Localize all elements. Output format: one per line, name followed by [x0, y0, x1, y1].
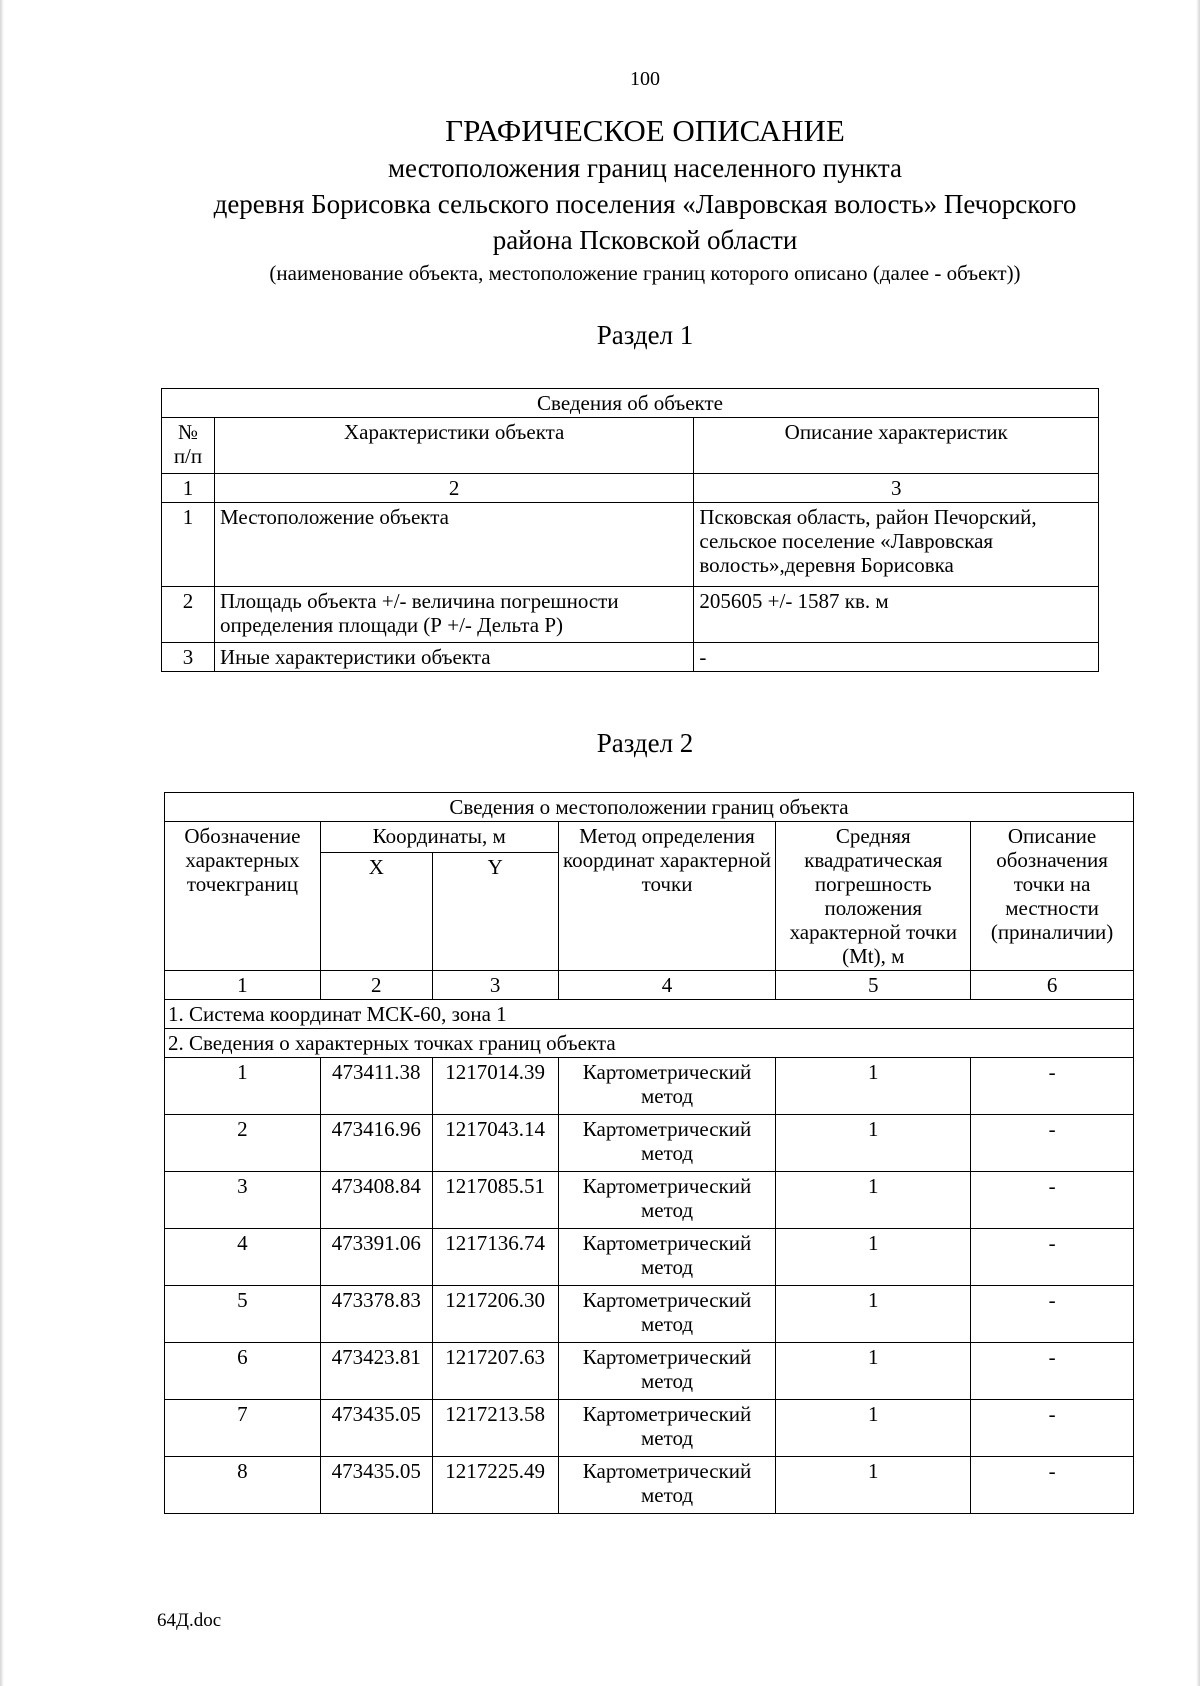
- header-method: Метод определения координат характерной точки: [558, 822, 776, 971]
- point-number: 8: [165, 1457, 321, 1514]
- row-description: Псковская область, район Печорский, сельское поселение «Лавровская волость»,деревня Борисовка: [694, 503, 1099, 587]
- object-info-table-title: Сведения об объекте: [162, 389, 1099, 418]
- point-error: 1: [776, 1172, 971, 1229]
- row-number: 1: [162, 503, 215, 587]
- point-number: 3: [165, 1172, 321, 1229]
- point-x: 473435.05: [320, 1400, 432, 1457]
- header-x: X: [320, 853, 432, 971]
- col-number: 3: [432, 971, 558, 1000]
- point-y: 1217014.39: [432, 1058, 558, 1115]
- table-row: [162, 643, 1099, 672]
- section-1-title: Раздел 1: [596, 320, 694, 350]
- table-row: [165, 1115, 1134, 1172]
- header-description: Описание характеристик: [694, 418, 1099, 474]
- point-description: -: [971, 1172, 1134, 1229]
- point-method: Картометрический метод: [558, 1172, 776, 1229]
- point-number: 2: [165, 1115, 321, 1172]
- page-number: 100: [630, 68, 660, 90]
- coordinate-system-row: 1. Система координат МСК-60, зона 1: [165, 1000, 1134, 1029]
- document-header: [160, 112, 1130, 288]
- point-x: 473408.84: [320, 1172, 432, 1229]
- col-number: 5: [776, 971, 971, 1000]
- point-x: 473411.38: [320, 1058, 432, 1115]
- point-method: Картометрический метод: [558, 1058, 776, 1115]
- header-line-3: района Псковской области: [492, 225, 798, 255]
- row-description: -: [694, 643, 1099, 672]
- table-row: [165, 1286, 1134, 1343]
- point-description: -: [971, 1115, 1134, 1172]
- points-info-row: 2. Сведения о характерных точках границ объекта: [165, 1029, 1134, 1058]
- point-method: Картометрический метод: [558, 1286, 776, 1343]
- table-row: [162, 503, 1099, 587]
- row-number: 2: [162, 587, 215, 643]
- table-row: [165, 1058, 1134, 1115]
- point-x: 473391.06: [320, 1229, 432, 1286]
- point-method: Картометрический метод: [558, 1115, 776, 1172]
- point-description: -: [971, 1229, 1134, 1286]
- col-number: 6: [971, 971, 1134, 1000]
- point-x: 473416.96: [320, 1115, 432, 1172]
- col-number: 1: [165, 971, 321, 1000]
- point-error: 1: [776, 1343, 971, 1400]
- point-method: Картометрический метод: [558, 1343, 776, 1400]
- table-row: [165, 1400, 1134, 1457]
- document-title: ГРАФИЧЕСКОЕ ОПИСАНИЕ: [445, 113, 845, 148]
- table-row: [165, 1343, 1134, 1400]
- boundary-points-table: [164, 792, 1134, 1514]
- row-characteristic: Местоположение объекта: [214, 503, 693, 587]
- point-x: 473378.83: [320, 1286, 432, 1343]
- row-number: 3: [162, 643, 215, 672]
- scan-edge-left: [0, 0, 4, 1686]
- point-description: -: [971, 1400, 1134, 1457]
- header-coordinates: Координаты, м: [320, 822, 558, 853]
- point-description: -: [971, 1457, 1134, 1514]
- header-point-description: Описание обозначения точки на местности (приналичии): [971, 822, 1134, 971]
- col-number: 2: [320, 971, 432, 1000]
- point-error: 1: [776, 1115, 971, 1172]
- point-number: 1: [165, 1058, 321, 1115]
- col-number: 2: [214, 474, 693, 503]
- points-body: [165, 1058, 1134, 1514]
- point-error: 1: [776, 1286, 971, 1343]
- point-description: -: [971, 1343, 1134, 1400]
- point-number: 6: [165, 1343, 321, 1400]
- header-note: (наименование объекта, местоположение границ которого описано (далее - объект)): [269, 261, 1021, 285]
- point-error: 1: [776, 1229, 971, 1286]
- scan-edge-right: [1196, 0, 1200, 1686]
- point-y: 1217085.51: [432, 1172, 558, 1229]
- header-number: № п/п: [162, 418, 215, 474]
- point-error: 1: [776, 1457, 971, 1514]
- point-y: 1217206.30: [432, 1286, 558, 1343]
- point-x: 473435.05: [320, 1457, 432, 1514]
- point-description: -: [971, 1058, 1134, 1115]
- point-y: 1217213.58: [432, 1400, 558, 1457]
- col-number: 3: [694, 474, 1099, 503]
- row-characteristic: Площадь объекта +/- величина погрешности определения площади (Р +/- Дельта Р): [214, 587, 693, 643]
- header-characteristic: Характеристики объекта: [214, 418, 693, 474]
- point-y: 1217225.49: [432, 1457, 558, 1514]
- point-error: 1: [776, 1058, 971, 1115]
- header-line-2: деревня Борисовка сельского поселения «Лавровская волость» Печорского: [213, 189, 1077, 219]
- point-y: 1217136.74: [432, 1229, 558, 1286]
- point-number: 5: [165, 1286, 321, 1343]
- row-characteristic: Иные характеристики объекта: [214, 643, 693, 672]
- point-x: 473423.81: [320, 1343, 432, 1400]
- file-name: 64Д.doc: [157, 1610, 222, 1631]
- table-row: [162, 587, 1099, 643]
- point-error: 1: [776, 1400, 971, 1457]
- header-y: Y: [432, 853, 558, 971]
- point-method: Картометрический метод: [558, 1457, 776, 1514]
- point-y: 1217043.14: [432, 1115, 558, 1172]
- point-method: Картометрический метод: [558, 1229, 776, 1286]
- point-number: 4: [165, 1229, 321, 1286]
- col-number: 1: [162, 474, 215, 503]
- point-y: 1217207.63: [432, 1343, 558, 1400]
- point-method: Картометрический метод: [558, 1400, 776, 1457]
- row-description: 205605 +/- 1587 кв. м: [694, 587, 1099, 643]
- point-description: -: [971, 1286, 1134, 1343]
- object-info-table: [161, 388, 1099, 672]
- table-row: [165, 1172, 1134, 1229]
- boundary-table-title: Сведения о местоположении границ объекта: [165, 793, 1134, 822]
- table-row: [165, 1229, 1134, 1286]
- section-2-title: Раздел 2: [596, 728, 694, 758]
- header-line-1: местоположения границ населенного пункта: [387, 153, 903, 183]
- header-designation: Обозначение характерных точекграниц: [165, 822, 321, 971]
- col-number: 4: [558, 971, 776, 1000]
- table-row: [165, 1457, 1134, 1514]
- header-error: Средняя квадратическая погрешность положения характерной точки (Mt), м: [776, 822, 971, 971]
- point-number: 7: [165, 1400, 321, 1457]
